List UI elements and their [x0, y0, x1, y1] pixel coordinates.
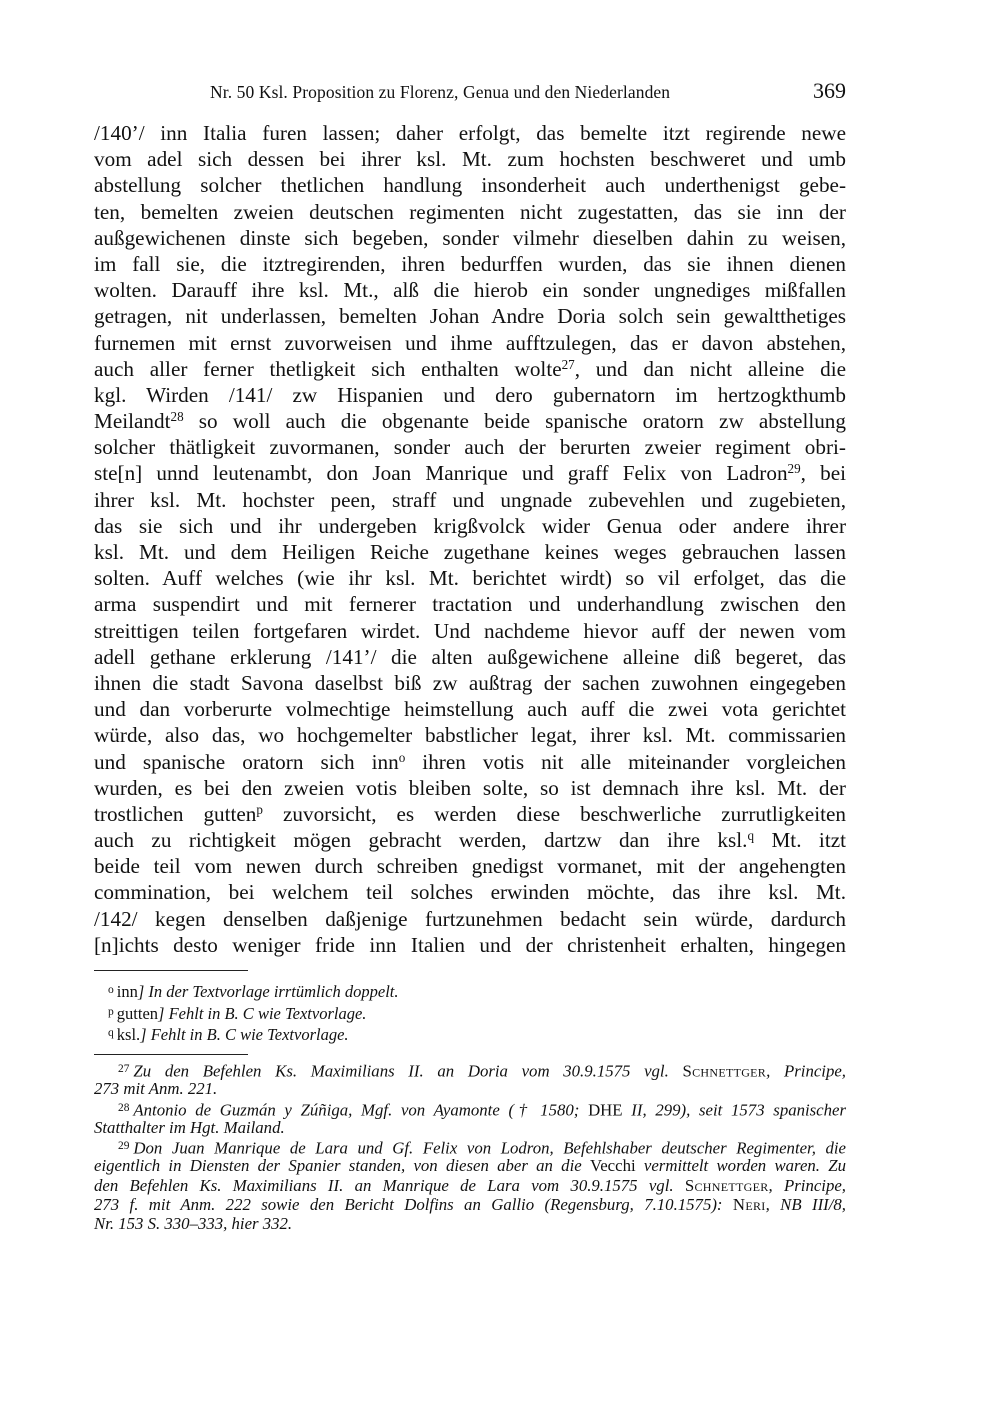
footnote-29-cont — [94, 1176, 846, 1195]
term-upright: Vecchi — [589, 1156, 636, 1176]
text-line — [94, 408, 846, 434]
textual-note-lemma: gutten — [116, 1003, 159, 1023]
text-line: abstellung solcher thetlichen handlung insonderheit auch underthenigst gebe- — [94, 173, 846, 198]
footnote-29-cont — [94, 1156, 846, 1175]
textual-note-text: ] In der Textvorlage irrtümlich doppelt. — [137, 982, 399, 1002]
footnote-29-cont — [94, 1195, 846, 1214]
text-segment: zuvorsicht, es werden diese beschwerliche zurrutligkeiten — [262, 801, 846, 826]
text-line — [94, 827, 846, 853]
text-line: ihnen die stadt Savona daselbst biß zw außtrag der sachen zuwohnen eingegeben — [94, 670, 846, 695]
author-name: Schnettger — [684, 1175, 769, 1195]
text-line: wurden, es bei den zweien votis bleiben solte, so ist demnach ihre ksl. Mt. der — [94, 775, 846, 800]
footnote-28-cont: Statthalter im Hgt. Mailand. — [94, 1117, 285, 1137]
textual-note-ref-o[interactable]: o — [398, 749, 406, 765]
text-line: [n]ichts desto weniger fride inn Italien und der christenheit erhalten, hingegen — [94, 932, 846, 957]
text-segment: trostlichen gutten — [94, 801, 257, 826]
page-number: 369 — [813, 78, 846, 103]
footnote-text: , Principe, — [768, 1175, 846, 1195]
footnote-29 — [94, 1137, 846, 1156]
text-segment: ihren votis nit alle miteinander vorgleichen — [405, 749, 846, 774]
footnote-text: Don Juan Manrique de Lara und Gf. Felix von Lodron, Befehlshaber deutscher Regimenter, die — [133, 1138, 846, 1158]
textual-note-mark: q — [108, 1027, 114, 1039]
textual-note-mark: o — [108, 984, 114, 996]
footnote-number: 28 — [118, 1101, 130, 1114]
textual-notes-divider — [94, 970, 248, 971]
text-segment: und spanische oratorn sich inn — [94, 749, 399, 774]
textual-note — [108, 980, 848, 1002]
text-segment: auch aller ferner thetligkeit sich enthalten wolte — [94, 356, 562, 381]
text-line: getragen, nit underlassen, bemelten Johan Andre Doria solch sein gewaltthetiges — [94, 304, 846, 329]
text-line — [94, 749, 846, 775]
text-line: solcher thätligkeit zuvormanen, sonder auch der berurten zweier regiment obri- — [94, 435, 846, 460]
textual-note-mark: p — [108, 1005, 114, 1018]
text-line: /140’/ inn Italia furen lassen; daher erfolgt, das bemelte itzt regirende newe — [94, 121, 846, 145]
footnote-text: , NB III/8, — [765, 1195, 846, 1215]
footnote-number: 29 — [118, 1140, 130, 1153]
text-segment: Mt. itzt — [754, 828, 846, 853]
footnote-text: Zu den Befehlen Ks. Maximilians II. an Doria vom 30.9.1575 vgl. — [133, 1061, 669, 1081]
text-segment: , und dan nicht alleine die — [574, 356, 846, 381]
text-line: adell gethane erklerung /141’/ die alten außgewichene alleine diß begeret, das — [94, 644, 846, 669]
text-line: im fall sie, die itztregirenden, ihren bedurffen wurden, das sie ihnen dienen — [94, 251, 846, 276]
footnote-text: den Befehlen Ks. Maximilians II. an Manrique de Lara vom 30.9.1575 vgl. — [94, 1175, 674, 1195]
running-header-title: Nr. 50 Ksl. Proposition zu Florenz, Genua und den Niederlanden — [210, 82, 671, 102]
text-line: ihrer ksl. Mt. hochster peen, straff und ungnade zubevehlen und zugebieten, — [94, 487, 846, 512]
text-segment: Meilandt — [94, 409, 171, 434]
author-name: Schnettger — [682, 1061, 767, 1081]
text-line: ksl. Mt. und dem Heiligen Reiche zugethane keines weges gebrauchen lassen — [94, 540, 846, 564]
text-line: kgl. Wirden /141/ zw Hispanien und dero gubernatorn im hertzogkthumb — [94, 382, 846, 407]
footnote-28 — [94, 1099, 846, 1118]
footnote-text: 273 f. mit Anm. 222 sowie den Bericht Dolfins an Gallio (Regensburg, 7.10.1575): — [94, 1195, 723, 1215]
footnotes — [94, 1060, 846, 1234]
text-line: streittigen teilen fortgefaren wirdet. Und nachdeme hievor auff der newen vom — [94, 618, 846, 643]
footnote-text: Antonio de Guzmán y Zúñiga, Mgf. von Ayamonte († 1580; — [133, 1100, 580, 1120]
text-line: arma suspendirt und mit fernerer tractation und underhandlung zwischen den — [94, 592, 846, 617]
footnote-27-cont: 273 mit Anm. 221. — [94, 1079, 218, 1099]
text-line: /142/ kegen denselben daßjenige furtzunehmen bedacht sein würde, dardurch — [94, 906, 846, 931]
text-line: und dan vorberurte volmechtige heimstellung auch auff die zwei vota gerichtet — [94, 697, 846, 722]
text-line: außgewichenen dinste sich begeben, sonder vilmehr dieselben dahin zu weisen, — [94, 225, 846, 250]
text-line — [94, 801, 846, 827]
textual-note-lemma: ksl. — [116, 1025, 141, 1045]
source-abbrev: DHE — [588, 1100, 623, 1120]
textual-note-text: ] Fehlt in B. C wie Textvorlage. — [158, 1003, 367, 1023]
textual-note-lemma: inn — [116, 982, 138, 1002]
text-line: solten. Auff welches (wie ihr ksl. Mt. berichtet wirdt) so vil erfolget, das die — [94, 566, 846, 591]
textual-note-ref-p[interactable]: p — [256, 801, 263, 817]
text-line: wolten. Darauff ihre ksl. Mt., alß die hierob ein sonder ungnediges mißfallen — [94, 278, 846, 303]
textual-note-text: ] Fehlt in B. C wie Textvorlage. — [140, 1025, 349, 1045]
footnote-ref-28[interactable]: 28 — [170, 408, 184, 424]
textual-note — [108, 1002, 848, 1024]
textual-note — [108, 1023, 848, 1045]
main-text — [94, 120, 846, 958]
author-name: Neri — [732, 1195, 766, 1215]
text-segment: auch zu richtigkeit mögen gebracht werden, dartzw dan ihre ksl. — [94, 828, 748, 853]
footnote-27 — [94, 1060, 846, 1079]
text-line — [94, 356, 846, 382]
footnote-number: 27 — [118, 1063, 130, 1075]
text-line: commination, bei welchem teil solches erwinden möchte, das ihre ksl. Mt. — [94, 880, 846, 905]
textual-note-ref-q[interactable]: q — [747, 827, 755, 843]
footnote-ref-27[interactable]: 27 — [561, 356, 575, 372]
footnote-text: , Principe, — [766, 1061, 846, 1081]
footnote-29-cont: Nr. 153 S. 330–333, hier 332. — [94, 1214, 293, 1234]
text-line: furnemen mit ernst zuvorweisen und ihme aufftzulegen, das er davon abstehen, — [94, 330, 846, 355]
text-segment: ste[n] unnd leutenambt, don Joan Manrique und graff Felix von Ladron — [94, 461, 788, 486]
textual-notes — [108, 980, 848, 1045]
footnote-text: II, 299), seit 1573 spanischer — [631, 1100, 847, 1120]
text-line: das sie sich und ihr undergeben krigßvolck wider Genua oder andere ihrer — [94, 513, 846, 538]
text-line: würde, also das, wo hochgemelter babstlicher legat, ihrer ksl. Mt. commissarien — [94, 723, 846, 748]
text-line: beide teil vom newen durch schreiben gnedigst vormanet, mit der angehengten — [94, 854, 846, 879]
footnote-text: vermittelt worden waren. Zu — [643, 1156, 846, 1176]
footnote-text: eigentlich in Diensten der Spanier standen, von diesen aber an die — [94, 1156, 582, 1176]
running-header — [94, 80, 846, 108]
text-line: ten, bemelten zweien deutschen regimenten nicht zugestatten, das sie inn der — [94, 199, 846, 224]
text-segment: , bei — [800, 461, 846, 486]
text-line — [94, 460, 846, 486]
text-segment: so woll auch die obgenante beide spanische oratorn zw abstellung — [183, 409, 846, 434]
footnotes-divider — [94, 1054, 248, 1055]
text-line: vom adel sich dessen bei ihrer ksl. Mt. zum hochsten beschweret und umb — [94, 147, 846, 172]
footnote-ref-29[interactable]: 29 — [787, 461, 801, 477]
